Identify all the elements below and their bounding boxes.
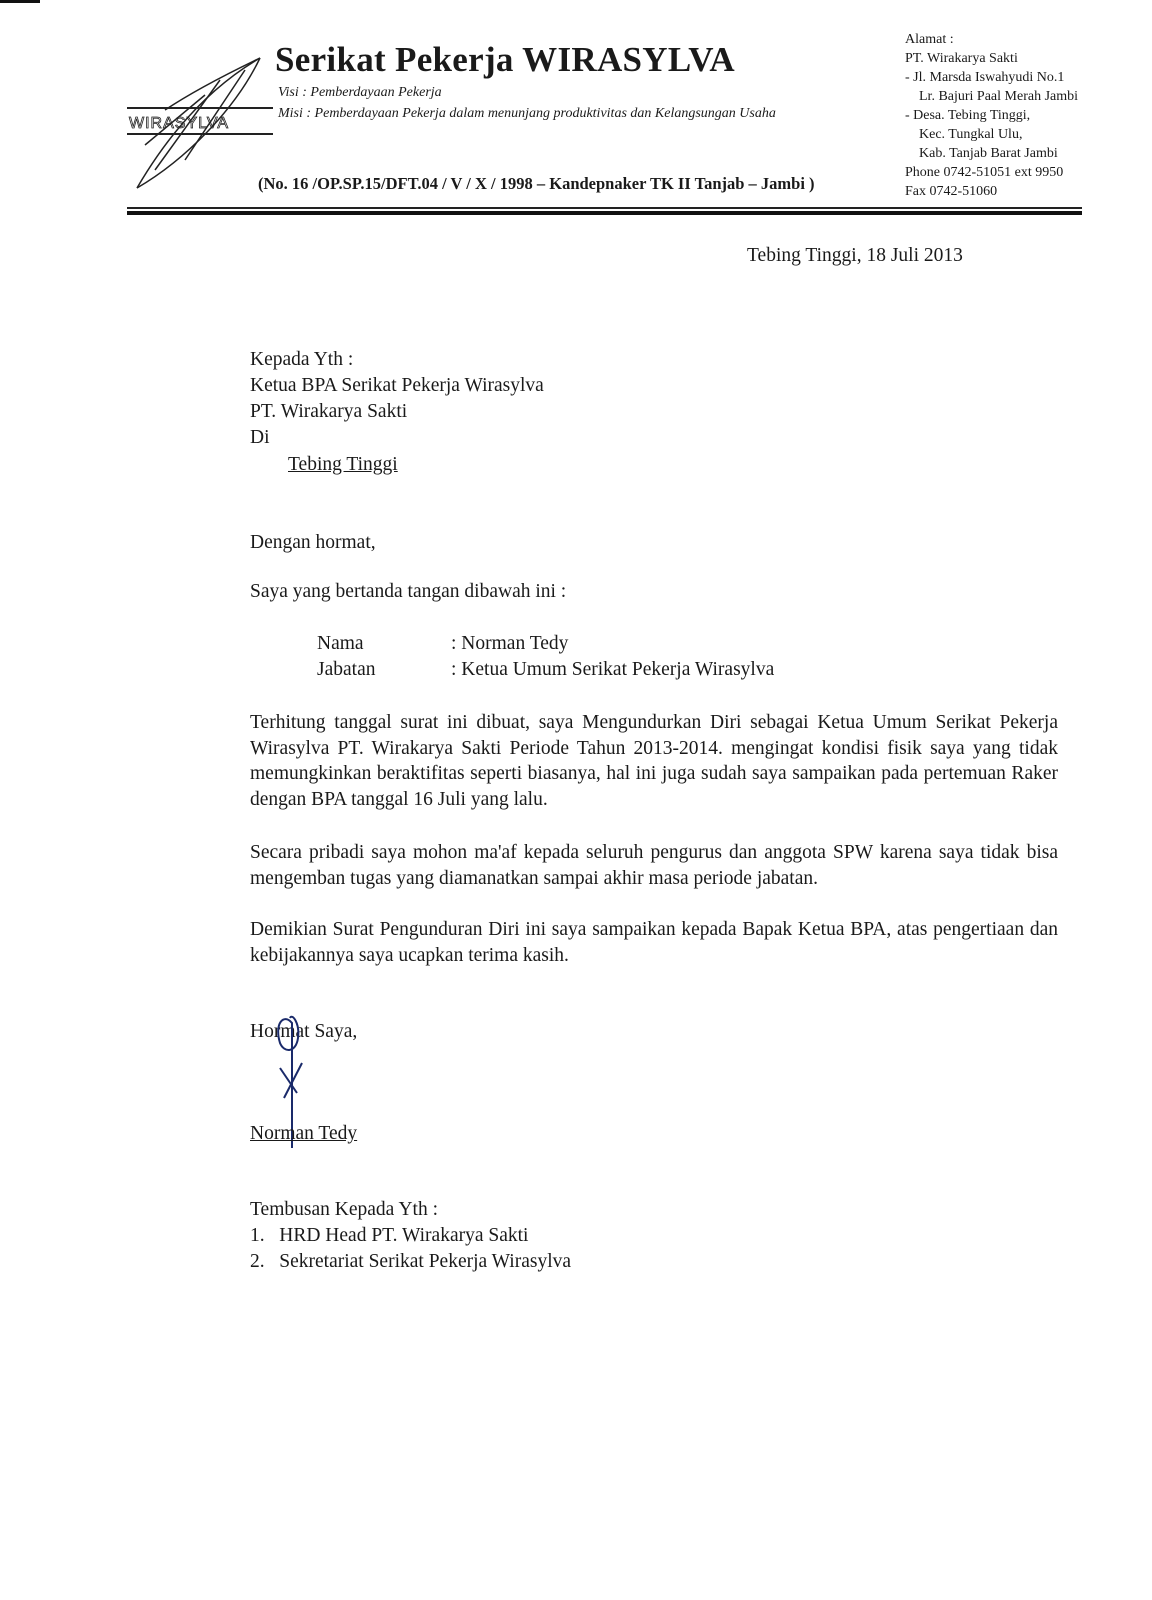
greeting: Dengan hormat, xyxy=(250,532,376,553)
recipient-line: PT. Wirakarya Sakti xyxy=(250,401,408,422)
visi-line: Visi : Pemberdayaan Pekerja xyxy=(278,85,442,100)
address-line: Fax 0742-51060 xyxy=(905,184,998,199)
field-value: : Norman Tedy xyxy=(451,633,569,654)
misi-line: Misi : Pemberdayaan Pekerja dalam menunjang produktivitas dan Kelangsungan Usaha xyxy=(278,106,776,121)
body-paragraph: Secara pribadi saya mohon ma'af kepada seluruh pengurus dan anggota SPW karena saya tidak bisa mengemban tugas yang diamanatkan sampai akhir masa periode jabatan. xyxy=(250,842,1058,889)
svg-text:WIRASYLVA: WIRASYLVA xyxy=(129,115,229,132)
address-line: Alamat : xyxy=(905,32,954,47)
address-line: Kec. Tungkal Ulu, xyxy=(919,127,1023,142)
recipient-line: Kepada Yth : xyxy=(250,349,354,370)
place-date: Tebing Tinggi, 18 Juli 2013 xyxy=(747,245,963,266)
address-line: Lr. Bajuri Paal Merah Jambi xyxy=(919,89,1079,104)
address-line: Kab. Tanjab Barat Jambi xyxy=(919,146,1058,161)
intro: Saya yang bertanda tangan dibawah ini : xyxy=(250,581,567,602)
organization-title: Serikat Pekerja WIRASYLVA xyxy=(275,40,735,79)
recipient-location: Tebing Tinggi xyxy=(288,454,398,475)
cc-title: Tembusan Kepada Yth : xyxy=(250,1199,438,1220)
address-line: Phone 0742-51051 ext 9950 xyxy=(905,165,1064,180)
closing: Hormat Saya, xyxy=(250,1021,358,1042)
field-value: : Ketua Umum Serikat Pekerja Wirasylva xyxy=(451,659,775,680)
body-paragraph: Demikian Surat Pengunduran Diri ini saya sampaikan kepada Bapak Ketua BPA, atas pengertiaan dan kebijakannya saya ucapkan terima kasih. xyxy=(250,919,1058,966)
recipient-line: Ketua BPA Serikat Pekerja Wirasylva xyxy=(250,375,544,396)
scan-mark xyxy=(0,0,40,3)
header-divider xyxy=(127,207,1082,209)
address-line: - Desa. Tebing Tinggi, xyxy=(905,108,1031,123)
field-label: Nama xyxy=(317,633,364,654)
body-paragraph: Terhitung tanggal surat ini dibuat, saya Mengundurkan Diri sebagai Ketua Umum Serikat Pekerja Wirasylva PT. Wirakarya Sakti Periode Tahun 2013-2014. mengingat kondisi fisik saya yang tidak memungkinkan beraktifitas seperti biasanya, hal ini juga sudah saya sampaikan pada pertemuan Raker dengan BPA tanggal 16 Juli yang lalu. xyxy=(250,712,1058,810)
header-divider-thick xyxy=(127,211,1082,215)
address-line: PT. Wirakarya Sakti xyxy=(905,51,1018,66)
wirasylva-logo xyxy=(125,50,275,195)
address-block xyxy=(905,30,1078,201)
cc-item: 1. HRD Head PT. Wirakarya Sakti xyxy=(250,1225,529,1246)
cc-item: 2. Sekretariat Serikat Pekerja Wirasylva xyxy=(250,1251,572,1272)
registration-number: (No. 16 /OP.SP.15/DFT.04 / V / X / 1998 – Kandepnaker TK II Tanjab – Jambi ) xyxy=(258,174,815,193)
field-label: Jabatan xyxy=(317,659,376,680)
recipient-line: Di xyxy=(250,427,270,448)
address-line: - Jl. Marsda Iswahyudi No.1 xyxy=(905,70,1065,85)
signer-name: Norman Tedy xyxy=(250,1123,358,1144)
